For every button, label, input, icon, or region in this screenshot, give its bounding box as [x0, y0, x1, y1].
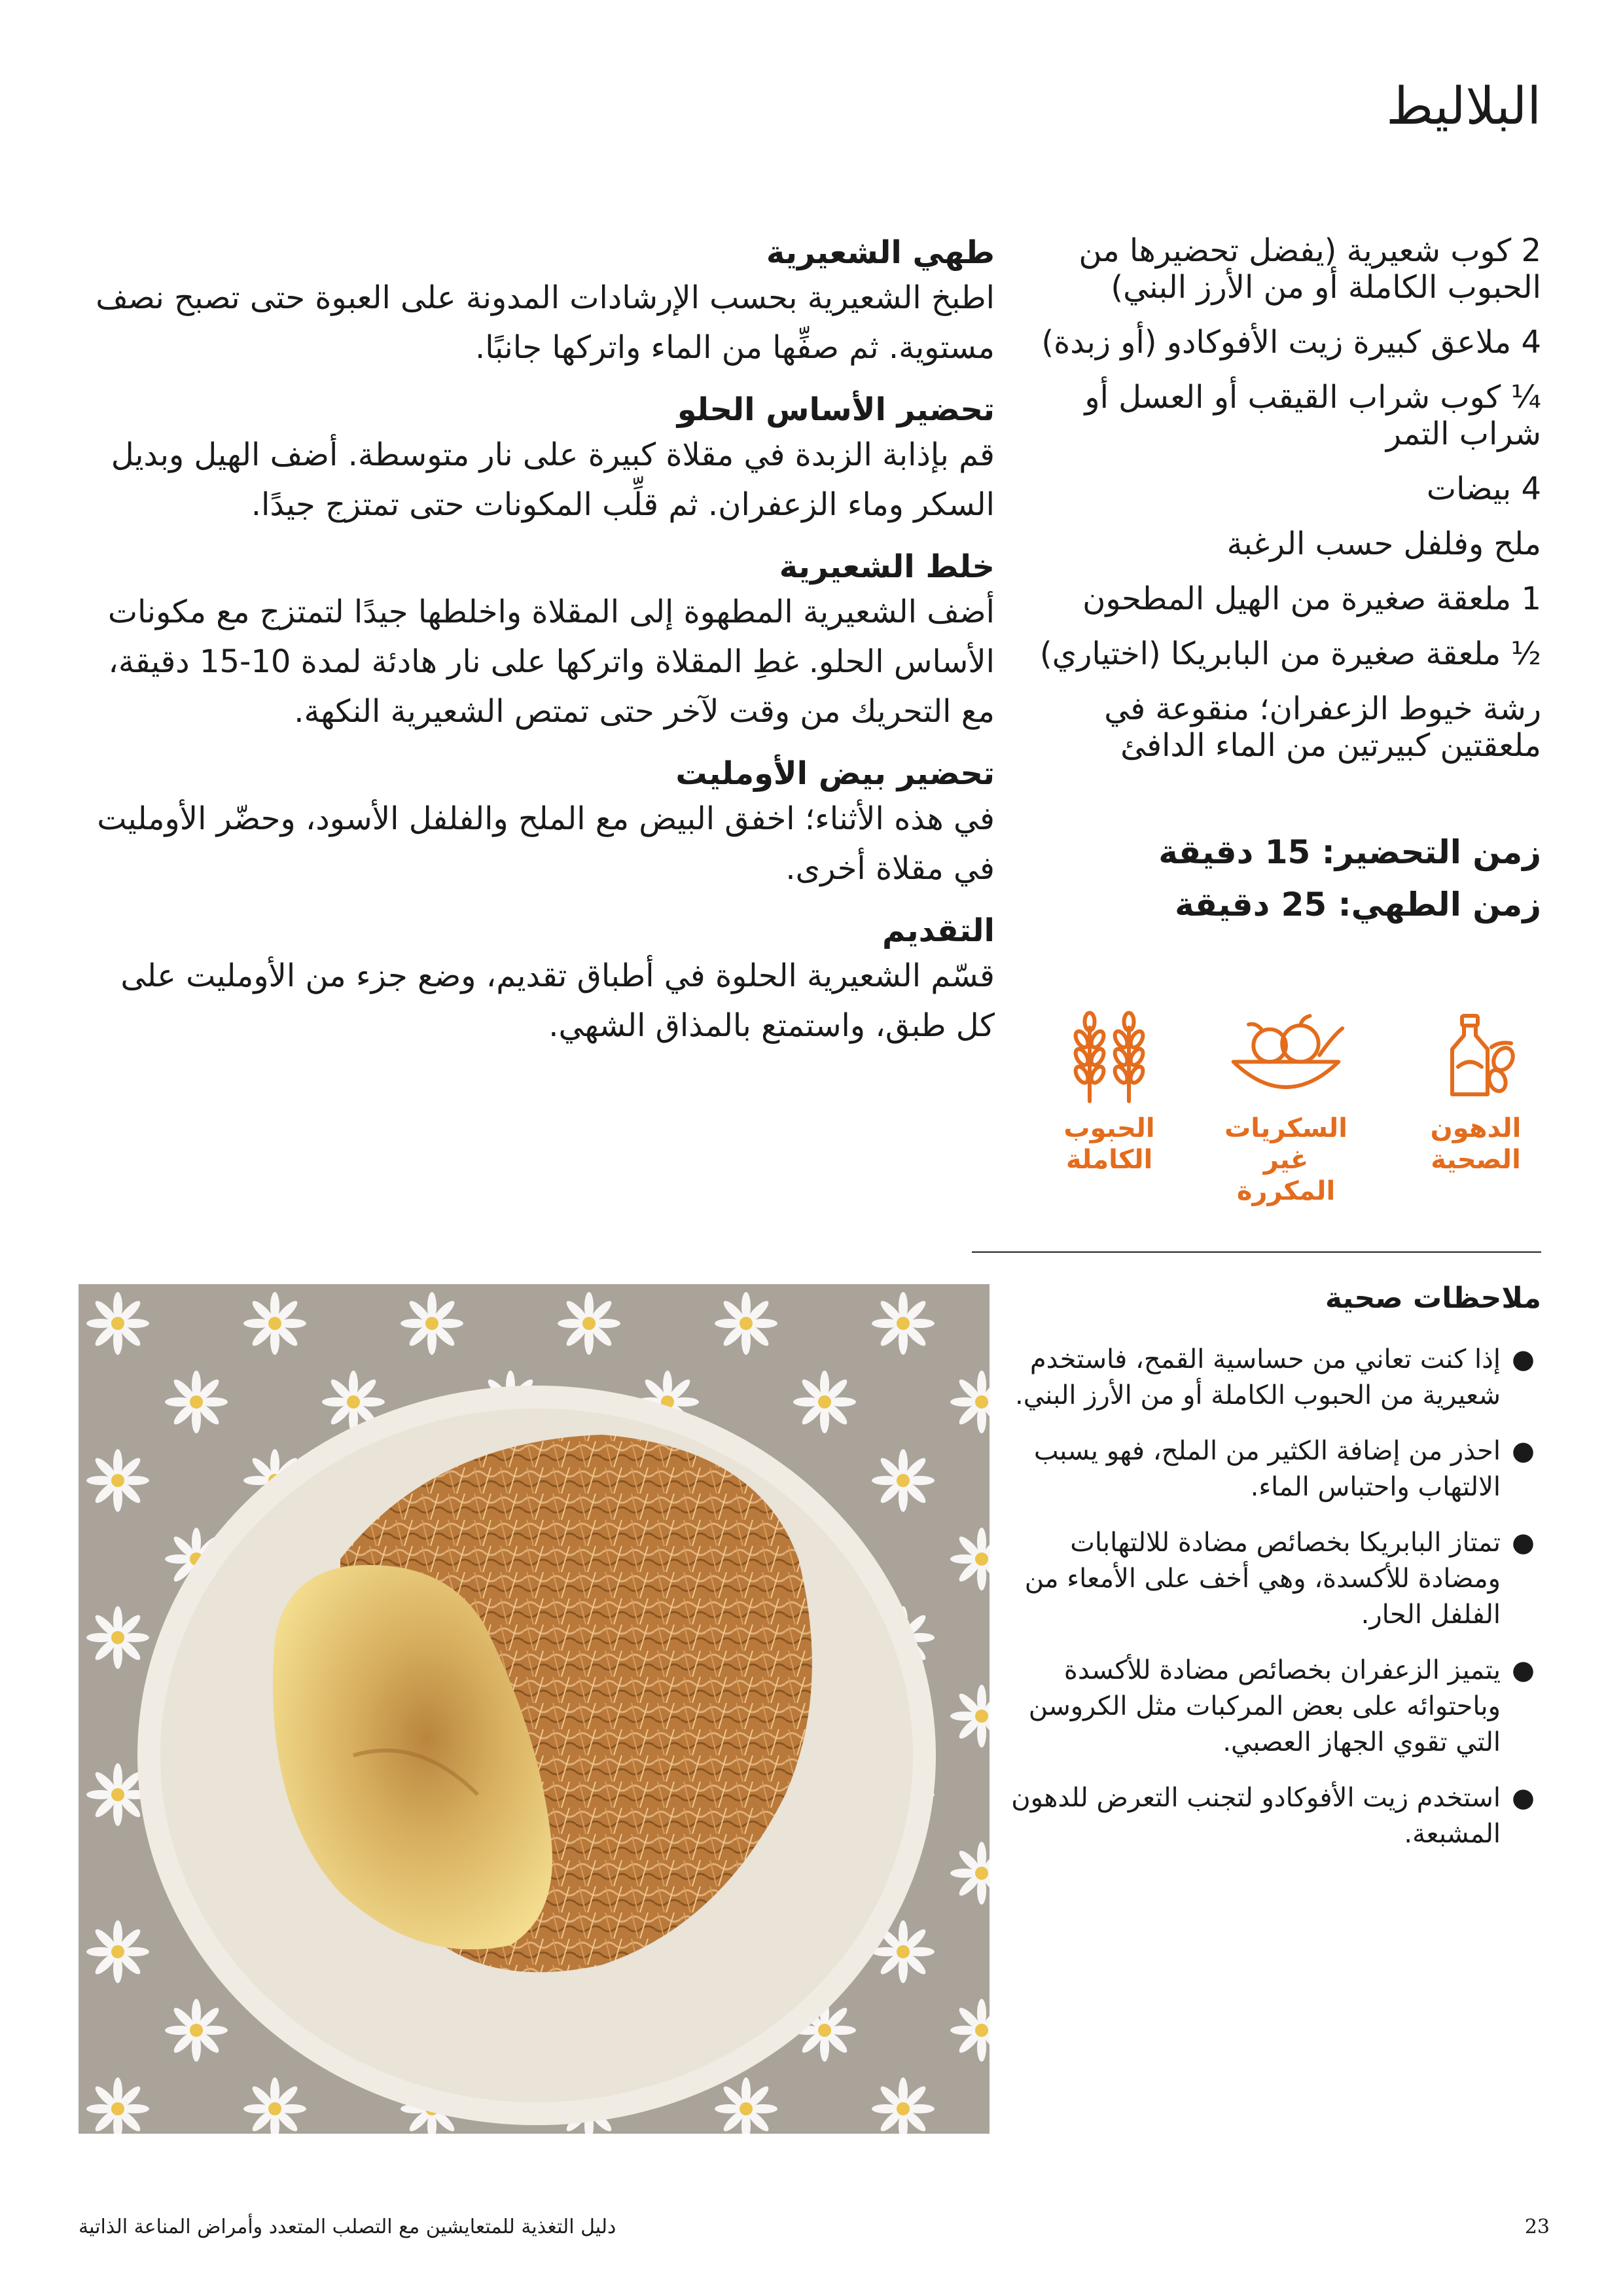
step-heading: خلط الشعيرية: [779, 548, 995, 585]
note-item: [998, 1342, 1541, 1414]
highlight-label: السكريات غير المكررة: [1224, 1113, 1347, 1206]
highlight-healthy-fats: [1400, 1008, 1551, 1175]
highlight-unrefined-sugars: [1211, 1008, 1361, 1207]
note-item: [998, 1653, 1541, 1761]
ingredient-item: 2 كوب شعيرية (يفضل تحضيرها من الحبوب الكاملة أو من الأرز البني): [1079, 232, 1541, 306]
step-text: اطبخ الشعيرية بحسب الإرشادات المدونة على العبوة حتى تصبح نصف مستوية. ثم صفِّها من الماء واتركها جانبًا.: [96, 279, 995, 366]
method-step: [79, 547, 995, 736]
ingredient-item: ملح وفلفل حسب الرغبة: [1226, 526, 1541, 562]
step-text: قم بإذابة الزبدة في مقلاة كبيرة على نار متوسطة. أضف الهيل وبديل السكر وماء الزعفران. ثم قلِّب المكونات حتى تمتزج جيدًا.: [111, 437, 995, 523]
method-step: [79, 753, 995, 893]
health-notes-list: [998, 1342, 1541, 1872]
note-text: يتميز الزعفران بخصائص مضادة للأكسدة وباحتوائه على بعض المركبات مثل الكروسن التي تقوي الجهاز العصبي.: [1028, 1655, 1501, 1757]
cook-time: زمن الطهي: 25 دقيقة: [1175, 886, 1541, 924]
method-step: [79, 389, 995, 529]
note-text: استخدم زيت الأفوكادو لتجنب التعرض للدهون المشبعة.: [1011, 1783, 1501, 1849]
divider: [972, 1251, 1541, 1253]
health-notes-title: ملاحظات صحية: [1325, 1282, 1541, 1315]
ingredient-list: [1018, 232, 1541, 782]
step-heading: تحضير بيض الأومليت: [675, 755, 995, 792]
page-number: 23: [1524, 2215, 1550, 2238]
bullet-icon: ●: [1512, 1528, 1535, 1558]
footer-text: دليل التغذية للمتعايشين مع التصلب المتعدد وأمراض المناعة الذاتية: [79, 2215, 616, 2238]
step-heading: تحضير الأساس الحلو: [677, 391, 995, 428]
wheat-icon: [1060, 1008, 1158, 1106]
ingredient-item: 4 ملاعق كبيرة زيت الأفوكادو (أو زبدة): [1041, 324, 1541, 361]
bullet-icon: ●: [1512, 1436, 1535, 1466]
note-item: [998, 1525, 1541, 1633]
step-text: أضف الشعيرية المطهوة إلى المقلاة واخلطها جيدًا لتمتزج مع مكونات الأساس الحلو. غطِ المقلاة واتركها على نار هادئة لمدة 10-15 دقيقة، مع التحريك من وقت لآخر حتى تمتص الشعيرية النكهة.: [107, 594, 995, 730]
dish-photo: [79, 1284, 990, 2134]
note-item: [998, 1433, 1541, 1505]
ingredient-item: ½ ملعقة صغيرة من البابريكا (اختياري): [1039, 636, 1541, 672]
bullet-icon: ●: [1512, 1655, 1535, 1685]
step-heading: التقديم: [882, 912, 995, 949]
recipe-title: البلاليط: [1386, 77, 1541, 136]
time-info: [1018, 826, 1541, 931]
prep-time: زمن التحضير: 15 دقيقة: [1158, 833, 1541, 871]
note-text: تمتاز البابريكا بخصائص مضادة للالتهابات ومضادة للأكسدة، وهي أخف على الأمعاء من الفلفل الحار.: [1024, 1528, 1501, 1630]
ingredient-item: ¼ كوب شراب القيقب أو العسل أو شراب التمر: [1084, 379, 1541, 452]
highlight-label: الدهون الصحية: [1430, 1113, 1522, 1175]
fruit-bowl-icon: [1224, 1008, 1348, 1106]
note-text: إذا كنت تعاني من حساسية القمح، فاستخدم شعيرية من الحبوب الكاملة أو من الأرز البني.: [1015, 1344, 1501, 1410]
ingredient-item: 4 بيضات: [1426, 471, 1541, 507]
step-text: قسّم الشعيرية الحلوة في أطباق تقديم، وضع جزء من الأومليت على كل طبق، واستمتع بالمذاق الشهي.: [120, 958, 995, 1044]
ingredient-item: رشة خيوط الزعفران؛ منقوعة في ملعقتين كبيرتين من الماء الدافئ: [1104, 691, 1541, 764]
method-step: [79, 232, 995, 372]
method-step: [79, 910, 995, 1050]
highlight-whole-grains: [1034, 1008, 1185, 1175]
ingredient-item: 1 ملعقة صغيرة من الهيل المطحون: [1082, 581, 1541, 617]
highlight-label: الحبوب الكاملة: [1063, 1113, 1155, 1175]
method-steps: [79, 232, 995, 1067]
bullet-icon: ●: [1512, 1344, 1535, 1374]
step-heading: طهي الشعيرية: [766, 234, 995, 271]
step-text: في هذه الأثناء؛ اخفق البيض مع الملح والفلفل الأسود، وحضّر الأومليت في مقلاة أخرى.: [97, 800, 995, 887]
note-item: [998, 1780, 1541, 1852]
oil-bottle-olive-icon: [1427, 1008, 1525, 1106]
bullet-icon: ●: [1512, 1783, 1535, 1813]
dish-photo-illustration: [79, 1284, 990, 2134]
note-text: احذر من إضافة الكثير من الملح، فهو يسبب الالتهاب واحتباس الماء.: [1033, 1436, 1501, 1502]
